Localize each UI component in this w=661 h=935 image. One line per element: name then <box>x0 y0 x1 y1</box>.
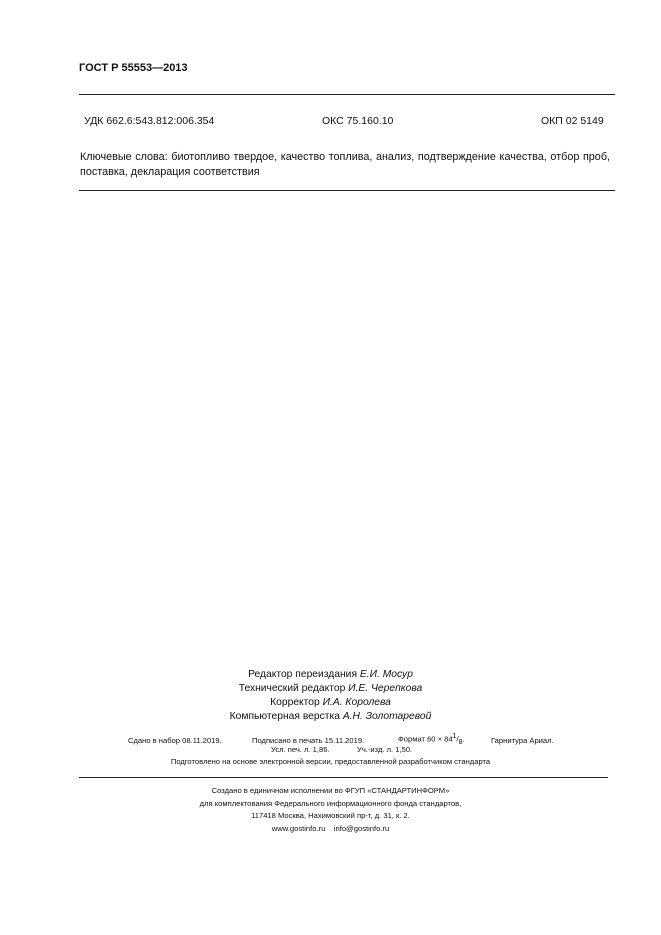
top-rule <box>79 94 615 95</box>
publisher-line2: для комплектования Федерального информационного фонда стандартов, <box>199 798 462 808</box>
credit-layout: Компьютерная верстка А.Н. Золотаревой <box>229 711 432 722</box>
okp-code: ОКП 02 5149 <box>541 115 604 127</box>
print-uch: Уч.-изд. л. 1,50. <box>357 745 413 754</box>
keywords: Ключевые слова: биотопливо твердое, качество топлива, анализ, подтверждение качества, отбор проб, поставка, декларация соответствия <box>80 151 610 178</box>
credit-corrector: Корректор И.А. Королева <box>270 697 391 708</box>
publisher-address: 117418 Москва, Нахимовский пр-т, д. 31, к. 2. <box>251 811 410 820</box>
oks-code: ОКС 75.160.10 <box>322 115 394 127</box>
bottom-rule <box>79 777 608 778</box>
credit-tech-editor: Технический редактор И.Е. Черепкова <box>238 683 423 694</box>
print-usl: Усл. печ. л. 1,86. <box>271 745 330 754</box>
publisher-line1: Создано в единичном исполнении во ФГУП «СТАНДАРТИНФОРМ» <box>211 786 450 795</box>
keywords-rule <box>79 190 615 191</box>
credit-editor: Редактор переиздания Е.И. Мосур <box>248 669 413 680</box>
publisher-contacts <box>0 823 661 836</box>
print-typeface: Гарнитура Ариал. <box>491 736 554 745</box>
print-format: Формат $60 \times 84^1/_8$. <box>398 733 465 747</box>
print-signed: Подписано в печать 15.11.2019. <box>252 736 365 745</box>
publisher-website-link[interactable]: www.gostinfo.ru <box>271 823 326 833</box>
udk-code: УДК 662.6:543.812:006.354 <box>84 115 215 127</box>
credits-block <box>0 668 661 724</box>
document-title: ГОСТ Р 55553—2013 <box>79 62 188 74</box>
print-prepared: Подготовлено на основе электронной версии, предоставленной разработчиком стандарта <box>170 757 491 766</box>
publisher-block <box>0 785 661 835</box>
print-sent: Сдано в набор 08.11.2019. <box>128 736 222 745</box>
publisher-email-link[interactable]: info@gostinfo.ru <box>333 823 390 833</box>
